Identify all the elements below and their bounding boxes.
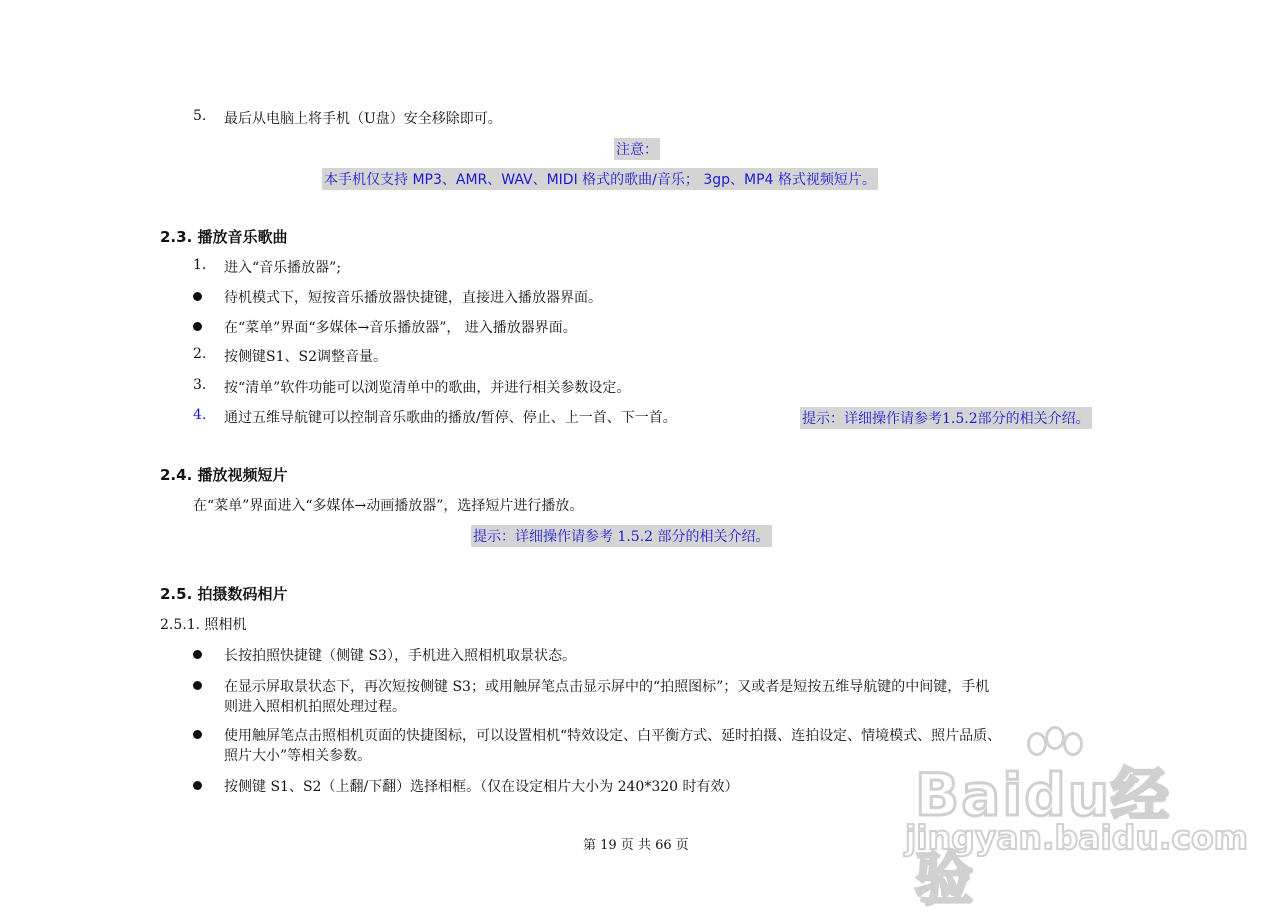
list-item-continued: 则进入照相机拍照处理过程。 [224,699,406,715]
tip-text: 提示：详细操作请参考 1.5.2 部分的相关介绍。 [471,525,772,547]
step-number: 5. [193,108,207,124]
list-item: 按“清单”软件功能可以浏览清单中的歌曲，并进行相关参数设定。 [224,380,631,396]
baidu-watermark-logo: Baidu经验 jingyan.baidu.com [905,730,1205,890]
tip-text: 提示：详细操作请参考1.5.2部分的相关介绍。 [800,407,1092,429]
bullet-icon [193,730,202,739]
page-footer: 第 19 页 共 66 页 [583,838,689,853]
bullet-icon [193,650,202,659]
list-item: 待机模式下，短按音乐播放器快捷键，直接进入播放器界面。 [224,290,602,306]
section-heading: 2.5. 拍摄数码相片 [160,585,288,603]
list-number: 4. [193,407,207,423]
list-number: 3. [193,377,207,393]
list-number: 2. [193,346,207,362]
list-item: 进入“音乐播放器”; [224,260,342,276]
step-text: 最后从电脑上将手机（U盘）安全移除即可。 [224,111,502,127]
list-item: 长按拍照快捷键（侧键 S3），手机进入照相机取景状态。 [224,648,576,664]
bullet-icon [193,781,202,790]
bullet-icon [193,292,202,301]
list-item: 按侧键S1、S2调整音量。 [224,349,387,365]
section-heading: 2.4. 播放视频短片 [160,466,288,484]
list-item: 在“菜单”界面“多媒体→音乐播放器”， 进入播放器界面。 [224,320,577,336]
list-item: 在显示屏取景状态下，再次短按侧键 S3；或用触屏笔点击显示屏中的“拍照图标”；又或者是短按五维导航键的中间键，手机 [224,679,990,695]
list-item-continued: 照片大小”等相关参数。 [224,748,372,764]
list-number: 1. [193,257,207,273]
note-title: 注意： [614,138,660,160]
list-item: 按侧键 S1、S2（上翻/下翻）选择相框。（仅在设定相片大小为 240*320 时有效） [224,779,739,795]
bullet-icon [193,322,202,331]
list-item: 使用触屏笔点击照相机页面的快捷图标，可以设置相机“特效设定、白平衡方式、延时拍摄、连拍设定、情境模式、照片品质、 [224,728,1002,744]
subsection-heading: 2.5.1. 照相机 [160,617,247,633]
section-heading: 2.3. 播放音乐歌曲 [160,228,288,246]
bullet-icon [193,681,202,690]
list-item: 通过五维导航键可以控制音乐歌曲的播放/暂停、停止、上一首、下一首。 [224,410,677,426]
note-body: 本手机仅支持 MP3、AMR、WAV、MIDI 格式的歌曲/音乐； 3gp、MP4 格式视频短片。 [322,168,878,190]
paragraph: 在“菜单”界面进入“多媒体→动画播放器”，选择短片进行播放。 [193,498,584,514]
